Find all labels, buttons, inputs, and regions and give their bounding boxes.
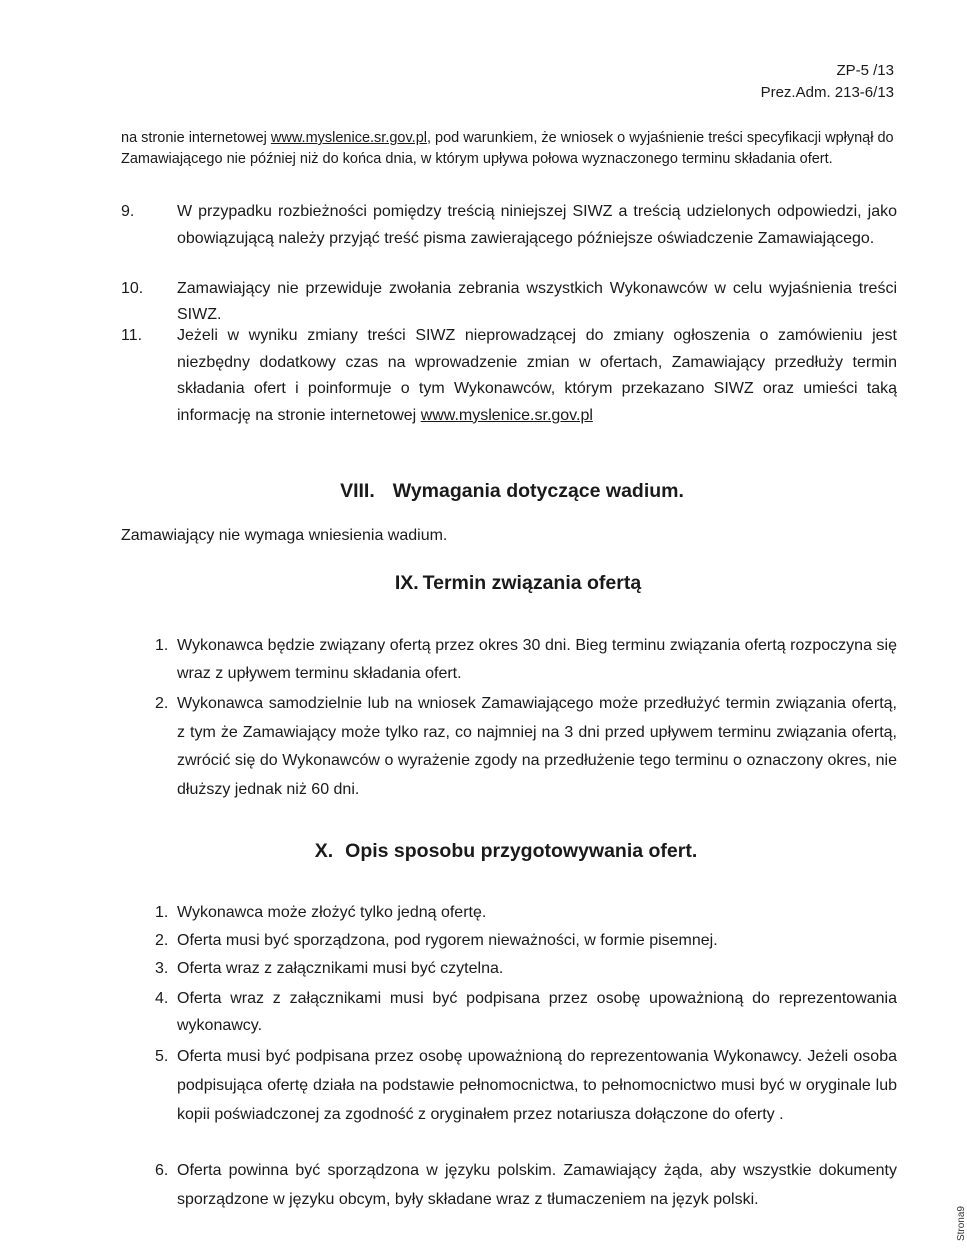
page-number-label: Strona9 bbox=[956, 1206, 967, 1242]
section-title: Opis sposobu przygotowywania ofert. bbox=[345, 840, 698, 862]
reference-line-2: Prez.Adm. 213-6/13 bbox=[760, 84, 894, 101]
list-item bbox=[121, 690, 897, 804]
intro-paragraph bbox=[121, 128, 897, 170]
item-text: Oferta musi być podpisana przez osobę upoważnioną do reprezentowania Wykonawcy. Jeżeli osoba podpisująca ofertę działa na podstawie pełnomocnictwa, to pełnomocnictwo musi być w oryginale lub kopii poświadczonej za zgodność z oryginałem przez notariusza dołączone do oferty . bbox=[177, 1048, 897, 1123]
section-number: IX. bbox=[394, 572, 419, 594]
item-number: 3. bbox=[155, 960, 169, 977]
list-item bbox=[121, 1156, 897, 1214]
wadium-statement: Zamawiający nie wymaga wniesienia wadium. bbox=[121, 527, 448, 544]
list-item bbox=[121, 198, 897, 252]
section-heading-x bbox=[0, 838, 960, 864]
item-number: 1. bbox=[155, 637, 169, 654]
list-item bbox=[121, 1042, 897, 1129]
website-link[interactable]: www.myslenice.sr.gov.pl bbox=[420, 406, 593, 424]
item-text: W przypadku rozbieżności pomiędzy treścią niniejszej SIWZ a treścią udzielonych odpowiedzi, jako obowiązującą należy przyjąć treść pisma zawierającego późniejsze oświadczenie Zamawiającego. bbox=[177, 203, 897, 247]
item-number: 5. bbox=[155, 1048, 169, 1065]
list-item bbox=[121, 276, 897, 328]
item-text: Oferta powinna być sporządzona w języku polskim. Zamawiający żąda, aby wszystkie dokumenty sporządzone w języku obcym, były składane wraz z tłumaczeniem na język polski. bbox=[177, 1162, 897, 1208]
list-item bbox=[121, 985, 897, 1039]
section-title: Termin związania ofertą bbox=[422, 572, 642, 594]
item-text: Oferta wraz z załącznikami musi być podpisana przez osobę upoważnioną do reprezentowania wykonawcy. bbox=[177, 990, 897, 1034]
item-text: Oferta wraz z załącznikami musi być czytelna. bbox=[177, 960, 504, 977]
section-number: X. bbox=[314, 840, 334, 862]
website-link[interactable]: www.myslenice.sr.gov.pl bbox=[270, 130, 427, 146]
item-text bbox=[177, 323, 897, 429]
intro-text-after: , pod warunkiem, że wniosek o wyjaśnienie treści specyfikacji wpłynął do Zamawiającego nie później niż do końca dnia, w którym upływa połowa wyznaczonego terminu składania ofert. bbox=[121, 130, 894, 167]
item-text: Wykonawca samodzielnie lub na wniosek Zamawiającego może przedłużyć termin związania ofertą, z tym że Zamawiający może tylko raz, co najmniej na 3 dni przed upływem terminu związania ofertą, zwrócić się do Wykonawców o wyrażenie zgody na przedłużenie tego terminu o oznaczony okres, nie dłuższy jednak niż 60 dni. bbox=[177, 695, 897, 798]
list-item bbox=[121, 632, 897, 688]
item-number: 6. bbox=[155, 1162, 169, 1179]
item-text: Wykonawca będzie związany ofertą przez okres 30 dni. Bieg terminu związania ofertą rozpoczyna się wraz z upływem terminu składania ofert. bbox=[177, 637, 897, 682]
document-reference bbox=[761, 60, 894, 104]
section-number: VIII. bbox=[340, 480, 375, 502]
section-heading-ix bbox=[0, 570, 960, 596]
list-item bbox=[121, 928, 897, 955]
item-text-body: Jeżeli w wyniku zmiany treści SIWZ nieprowadzącej do zmiany ogłoszenia o zamówieniu jest niezbędny dodatkowy czas na wprowadzenie zmian w ofertach, Zamawiający przedłuży termin składania ofert i poinformuje o tym Wykonawców, którym przekazano SIWZ oraz umieści taką informację na stronie internetowej bbox=[177, 327, 897, 424]
item-number: 2. bbox=[155, 695, 169, 712]
list-item bbox=[121, 956, 897, 983]
item-number: 2. bbox=[155, 932, 169, 949]
item-text: Zamawiający nie przewiduje zwołania zebrania wszystkich Wykonawców w celu wyjaśnienia treści SIWZ. bbox=[177, 280, 897, 323]
section-title: Wymagania dotyczące wadium. bbox=[392, 480, 684, 502]
item-text: Oferta musi być sporządzona, pod rygorem nieważności, w formie pisemnej. bbox=[177, 932, 718, 949]
intro-text-before: na stronie internetowej bbox=[121, 130, 271, 146]
item-number: 11. bbox=[121, 327, 143, 344]
section-heading-viii bbox=[0, 478, 960, 504]
reference-line-1: ZP-5 /13 bbox=[836, 62, 894, 79]
item-number: 10. bbox=[121, 280, 144, 297]
item-text: Wykonawca może złożyć tylko jedną ofertę. bbox=[177, 904, 487, 921]
item-number: 9. bbox=[121, 203, 135, 220]
list-item bbox=[121, 323, 897, 429]
list-item bbox=[121, 900, 897, 927]
item-number: 4. bbox=[155, 990, 169, 1007]
item-number: 1. bbox=[155, 904, 169, 921]
